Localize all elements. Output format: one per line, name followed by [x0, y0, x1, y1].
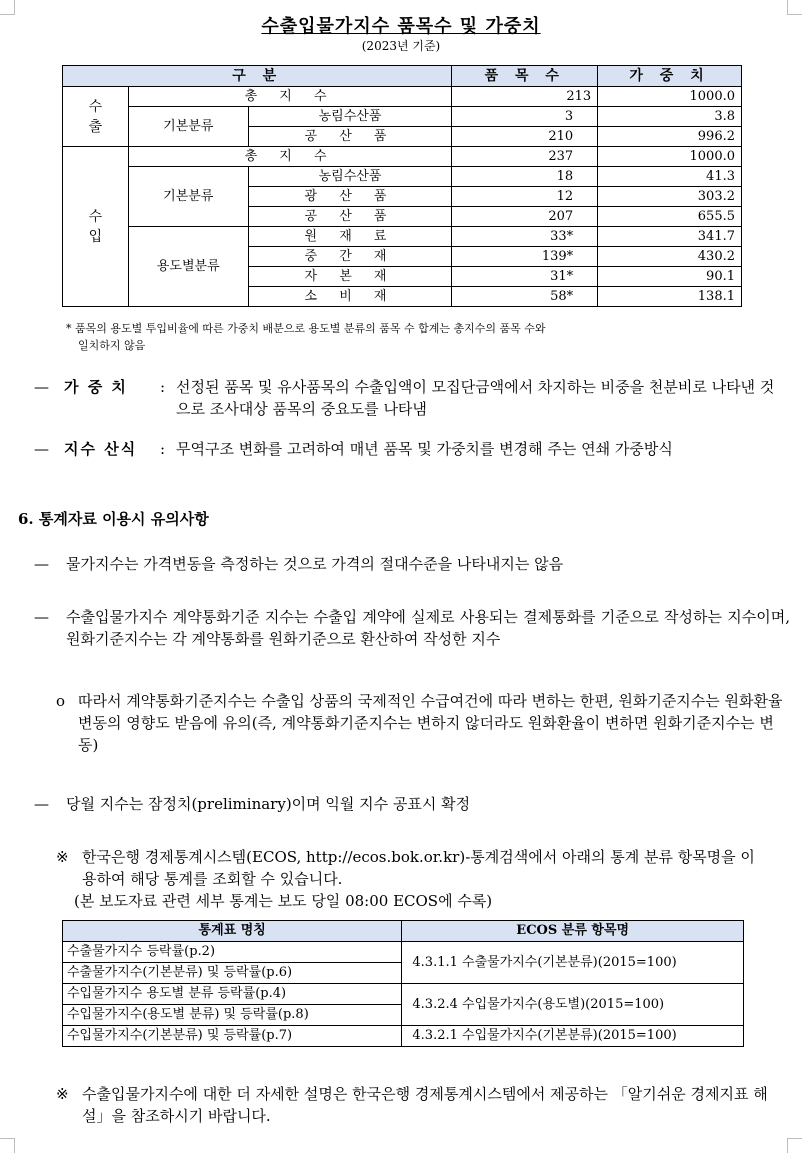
footnote-line: * 품목의 용도별 투입비율에 따른 가중치 배분으로 용도별 분류의 품목 수 합계는 총지수의 품목 수와: [66, 322, 546, 335]
table-row: [63, 984, 744, 1005]
row-label: 공 산 품: [248, 127, 452, 147]
item-count: 18: [452, 167, 598, 187]
weight-table: [62, 65, 742, 307]
item-count: 3: [452, 107, 598, 127]
row-label: 총 지 수: [128, 147, 451, 167]
row-group-label: 기본분류: [128, 167, 248, 227]
table-row: [63, 227, 742, 247]
item-count: 31*: [452, 267, 598, 287]
table-row: [63, 1026, 744, 1047]
header-table-name: 통계표 명칭: [63, 921, 402, 942]
weight-value: 138.1: [598, 287, 742, 307]
stat-table-name: 수출물가지수 등락률(p.2): [63, 942, 402, 963]
row-label: 중 간 재: [248, 247, 452, 267]
dash-bullet: —: [34, 555, 49, 573]
ecos-item-name: 4.3.1.1 수출물가지수(기본분류)(2015=100): [402, 942, 744, 984]
reference-mark: ※: [56, 848, 69, 866]
row-label: 공 산 품: [248, 207, 452, 227]
weight-value: 303.2: [598, 187, 742, 207]
item-count: 33*: [452, 227, 598, 247]
weight-value: 1000.0: [598, 87, 742, 107]
note-paragraph: 당월 지수는 잠정치(preliminary)이며 익월 지수 공표시 확정: [66, 795, 471, 813]
definition-colon: :: [160, 378, 166, 396]
dash-bullet: —: [34, 608, 49, 626]
row-label: 농림수산품: [248, 107, 452, 127]
row-label: 총 지 수: [128, 87, 451, 107]
weight-value: 430.2: [598, 247, 742, 267]
circle-bullet: o: [56, 692, 66, 710]
weight-value: 655.5: [598, 207, 742, 227]
export-group-label: 수 출: [63, 87, 129, 147]
page-title: 수출입물가지수 품목수 및 가중치: [261, 16, 541, 37]
definition-term: 가 중 치: [64, 378, 128, 396]
header-item-count: 품 목 수: [452, 66, 598, 87]
weight-value: 90.1: [598, 267, 742, 287]
table-row: [63, 167, 742, 187]
footnote-line: 일치하지 않음: [78, 339, 146, 352]
note-subparagraph: 따라서 계약통화기준지수는 수출입 상품의 국제적인 수급여건에 따라 변하는 한편, 원화기준지수는 원화환율 변동의 영향도 받음에 유의(즉, 계약통화기준지수는 변하지 않더라도 원화환율이 변하면 원화기준지수는 변동): [78, 692, 783, 754]
note-paragraph: 수출입물가지수 계약통화기준 지수는 수출입 계약에 실제로 사용되는 결제통화를 기준으로 작성하는 지수이며, 원화기준지수는 각 계약통화를 원화기준으로 환산하여 작성한 지수: [66, 608, 790, 648]
table-header-row: [63, 66, 742, 87]
item-count: 210: [452, 127, 598, 147]
page-corner-mark: [787, 1138, 802, 1153]
ecos-table: [62, 920, 744, 1047]
ecos-intro: 한국은행 경제통계시스템(ECOS, http://ecos.bok.or.kr)-통계검색에서 아래의 통계 분류 항목명을 이용하여 해당 통계를 조회할 수 있습니다.: [82, 848, 755, 888]
page-corner-mark: [0, 1138, 15, 1153]
weight-value: 996.2: [598, 127, 742, 147]
row-label: 원 재 료: [248, 227, 452, 247]
definition-text: 무역구조 변화를 고려하여 매년 품목 및 가중치를 변경해 주는 연쇄 가중방식: [176, 440, 673, 458]
item-count: 213: [452, 87, 598, 107]
item-count: 12: [452, 187, 598, 207]
stat-table-name: 수입물가지수 용도별 분류 등락률(p.4): [63, 984, 402, 1005]
table-row: [63, 147, 742, 167]
header-category: 구 분: [63, 66, 452, 87]
ecos-item-name: 4.3.2.4 수입물가지수(용도별)(2015=100): [402, 984, 744, 1026]
row-label: 농림수산품: [248, 167, 452, 187]
row-label: 소 비 재: [248, 287, 452, 307]
table-footnote: [66, 320, 756, 354]
row-group-label: 용도별분류: [128, 227, 248, 307]
definition-colon: :: [160, 440, 166, 458]
header-weight: 가 중 치: [598, 66, 742, 87]
header-ecos-item: ECOS 분류 항목명: [402, 921, 744, 942]
dash-bullet: —: [34, 795, 49, 813]
row-label: 광 산 품: [248, 187, 452, 207]
weight-value: 3.8: [598, 107, 742, 127]
table-row: [63, 942, 744, 963]
row-group-label: 기본분류: [128, 107, 248, 147]
stat-table-name: 수입물가지수(기본분류) 및 등락률(p.7): [63, 1026, 402, 1047]
weight-value: 41.3: [598, 167, 742, 187]
reference-mark: ※: [56, 1085, 69, 1103]
weight-value: 341.7: [598, 227, 742, 247]
item-count: 58*: [452, 287, 598, 307]
item-count: 207: [452, 207, 598, 227]
item-count: 237: [452, 147, 598, 167]
row-label: 자 본 재: [248, 267, 452, 287]
stat-table-name: 수출물가지수(기본분류) 및 등락률(p.6): [63, 963, 402, 984]
definition-dash: —: [34, 440, 49, 458]
import-group-label: 수 입: [63, 147, 129, 307]
note-paragraph: 물가지수는 가격변동을 측정하는 것으로 가격의 절대수준을 나타내지는 않음: [66, 555, 564, 573]
definition-dash: —: [34, 378, 49, 396]
page-subtitle: (2023년 기준): [361, 39, 441, 53]
section-heading: 6. 통계자료 이용시 유의사항: [18, 510, 209, 528]
table-header-row: [63, 921, 744, 942]
weight-value: 1000.0: [598, 147, 742, 167]
definition-text: 선정된 품목 및 유사품목의 수출입액이 모집단금액에서 차지하는 비중을 천분비로 나타낸 것으로 조사대상 품목의 중요도를 나타냄: [176, 378, 775, 418]
ecos-item-name: 4.3.2.1 수입물가지수(기본분류)(2015=100): [402, 1026, 744, 1047]
table-row: [63, 107, 742, 127]
table-row: [63, 87, 742, 107]
item-count: 139*: [452, 247, 598, 267]
final-note: 수출입물가지수에 대한 더 자세한 설명은 한국은행 경제통계시스템에서 제공하는 「알기쉬운 경제지표 해설」을 참조하시기 바랍니다.: [82, 1085, 768, 1125]
stat-table-name: 수입물가지수(용도별 분류) 및 등락률(p.8): [63, 1005, 402, 1026]
definition-term: 지수 산식: [64, 440, 138, 458]
ecos-intro-note: (본 보도자료 관련 세부 통계는 보도 당일 08:00 ECOS에 수록): [74, 892, 493, 910]
